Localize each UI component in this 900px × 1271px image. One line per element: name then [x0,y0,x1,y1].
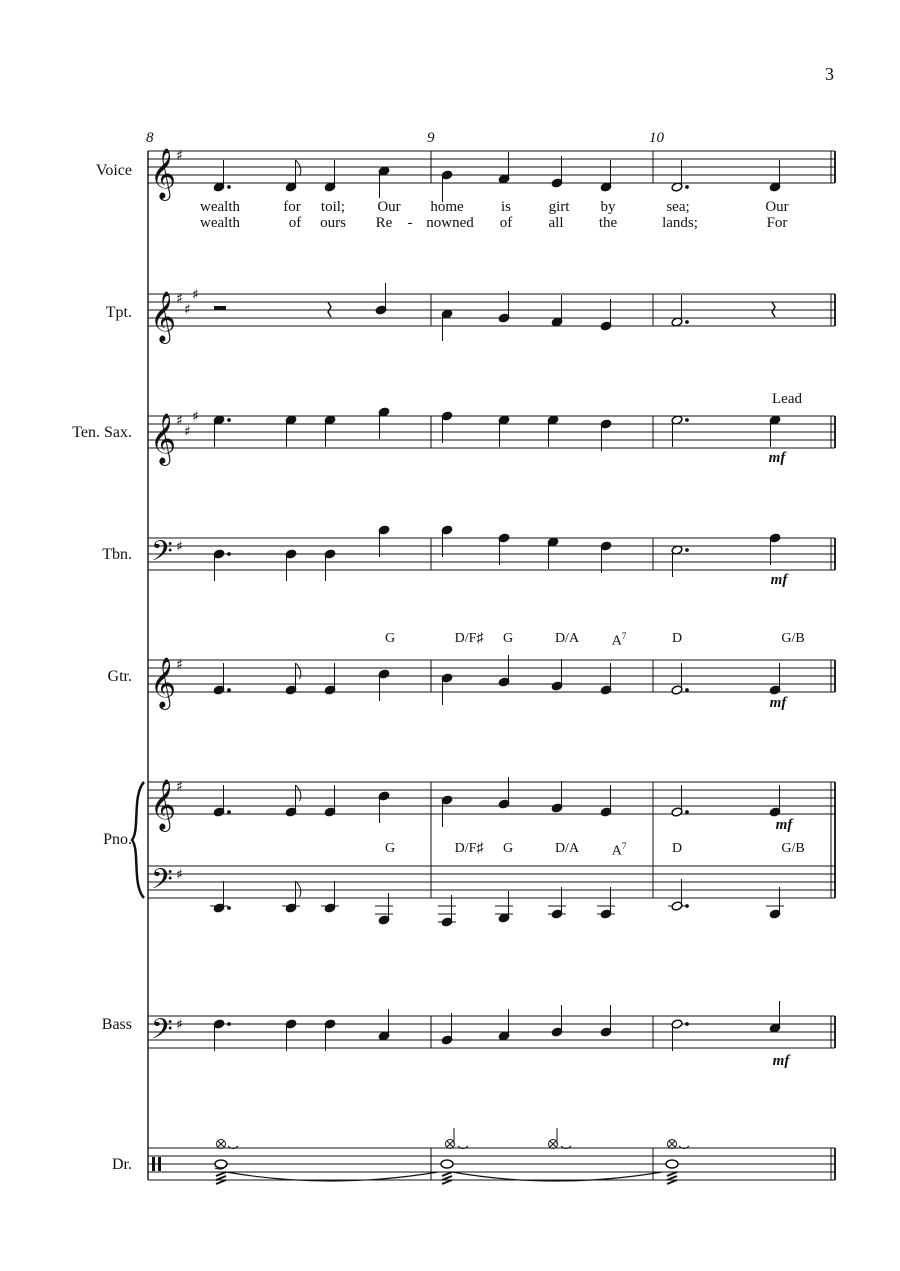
dynamic-mf: mf [770,572,788,588]
instrument-label-trombone: Tbn. [102,546,132,563]
barlines [431,151,653,1180]
staff-tenor-sax [148,416,835,448]
lyric-verse2: nowned [426,215,474,231]
lyric-verse1: girt [548,199,570,215]
measure-number-10: 10 [649,130,664,146]
final-barlines [831,151,835,1180]
lyric-verse2: the [598,215,618,231]
chord-symbol: D/A [554,631,580,646]
chord-symbol: D/F♯ [454,631,484,646]
lyric-verse2: wealth [200,215,240,231]
chord-symbol: G [502,841,514,856]
svg-text:♯: ♯ [176,148,183,164]
guitar-notes [213,655,781,705]
chord-symbol: G/B [781,631,805,646]
lyric-verse1: home [430,199,464,215]
svg-text:♯: ♯ [176,779,183,795]
lyric-verse1: is [500,199,512,215]
chord-symbol: D [671,631,683,646]
chord-symbol: $A^7$ [611,631,627,649]
staff-bass [148,1016,835,1048]
svg-text:𝄢: 𝄢 [151,1013,173,1053]
lyric-verse1: toil; [320,199,346,215]
tenor-sax-notes [213,407,781,451]
chord-symbol: D [671,841,683,856]
staff-trumpet [148,294,835,326]
svg-text:♯: ♯ [176,291,183,307]
staff-piano-treble [148,782,835,814]
instrument-label-trumpet: Tpt. [105,304,132,321]
page-number: 3 [825,64,834,84]
piano-treble-notes [213,777,781,827]
lyric-verse2: all [548,215,564,231]
svg-text:𝄞: 𝄞 [150,657,177,708]
chord-symbol: G/B [781,841,805,856]
lyric-verse2: of [499,215,513,231]
lead-annotation: Lead [772,391,802,407]
svg-text:𝄞: 𝄞 [150,148,177,199]
staff-trombone [148,538,835,570]
svg-text:♯: ♯ [192,409,199,425]
staff-voice [148,151,835,183]
chord-symbol: G [384,631,396,646]
lyric-verse1: by [600,199,616,215]
piano-brace [132,782,144,898]
svg-text:𝄞: 𝄞 [150,779,177,830]
svg-text:𝄢: 𝄢 [151,535,173,575]
instrument-label-drums: Dr. [112,1156,132,1173]
instrument-label-tenor-sax: Ten. Sax. [72,424,132,441]
chord-symbol: D/F♯ [454,841,484,856]
instrument-label-voice: Voice [95,162,132,179]
trumpet-notes [214,283,775,341]
svg-text:♯: ♯ [176,413,183,429]
lyric-verse2: - [407,215,413,231]
chord-symbol: $A^7$ [611,841,627,859]
svg-text:♯: ♯ [176,539,183,555]
instrument-label-piano: Pno. [103,831,132,848]
chord-symbol: G [384,841,396,856]
staff-guitar [148,660,835,692]
lyric-verse1: for [283,199,301,215]
dynamic-mf: mf [772,1053,790,1069]
staff-drums [148,1148,835,1180]
svg-text:♯: ♯ [176,1017,183,1033]
piano-bass-notes [210,879,784,927]
lyric-verse1: sea; [666,199,690,215]
measure-number-9: 9 [427,130,435,146]
dynamic-mf: mf [769,695,787,711]
key-signature-sharp-icon [176,148,199,1033]
bass-notes [213,1001,781,1051]
trombone-notes [213,525,781,581]
instrument-label-guitar: Gtr. [107,668,132,685]
svg-text:♯: ♯ [184,302,191,318]
dynamic-mf: mf [768,450,786,466]
voice-notes [213,152,781,202]
lyric-verse1: Our [377,199,401,215]
staff-piano-bass [148,866,835,898]
lyric-verse2: For [766,215,788,231]
lyric-verse2: of [288,215,302,231]
svg-text:♯: ♯ [176,657,183,673]
svg-text:♯: ♯ [192,287,199,303]
instrument-label-bass: Bass [101,1016,132,1033]
treble-clef-icon [150,148,176,832]
dynamic-mf: mf [775,817,793,833]
svg-text:♯: ♯ [176,867,183,883]
lyric-verse2: ours [320,215,346,231]
lyric-verse1: wealth [200,199,240,215]
lyric-verse1: Our [765,199,789,215]
svg-text:♯: ♯ [184,424,191,440]
svg-text:𝄞: 𝄞 [150,291,177,342]
chord-symbol: D/A [554,841,580,856]
lyric-verse2: lands; [662,215,698,231]
svg-text:𝄞: 𝄞 [150,413,177,464]
lyric-verse2: Re [375,215,393,231]
svg-text:𝄢: 𝄢 [151,863,173,903]
measure-number-8: 8 [146,130,154,146]
chord-symbol: G [502,631,514,646]
